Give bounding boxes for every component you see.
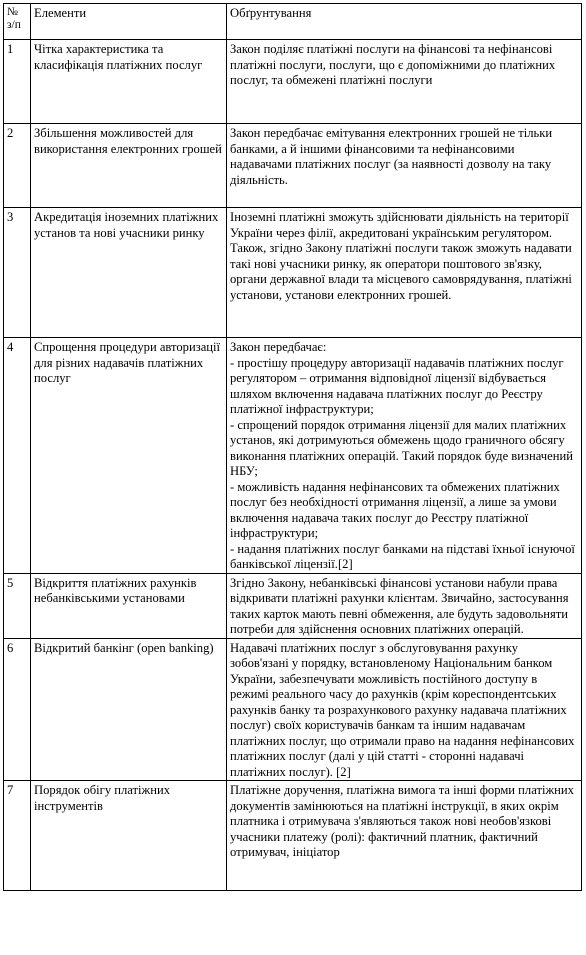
row-element: Спрощення процедури авторизації для різних надавачів платіжних послуг	[31, 338, 227, 574]
row-number: 1	[4, 40, 31, 124]
row-justification: Згідно Закону, небанківські фінансові установи набули права відкривати платіжні рахунки клієнтам. Звичайно, застосування таких карток мають певні обмеження, але будуть задовольняти потреби для здійснення основних платіжних операцій.	[227, 573, 582, 638]
row-element: Порядок обігу платіжних інструментів	[31, 781, 227, 891]
row-element: Відкритий банкінг (open banking)	[31, 638, 227, 781]
header-justification: Обґрунтування	[227, 4, 582, 40]
row-justification: Надавачі платіжних послуг з обслуговування рахунку зобов'язані у порядку, встановленому Національним банком України, забезпечувати можливість постійного доступу в режимі реального часу до рахунків (крім кореспондентських рахунків банку та розрахункового рахунку надавача платіжних послуг) своїх користувачів банкам та іншим надавачам платіжних послуг, що отримали право на надання нефінансових платіжних послуг (далі у цій статті - сторонні надавачі платіжних послуг). [2]	[227, 638, 582, 781]
header-elements: Елементи	[31, 4, 227, 40]
row-justification: Закон поділяє платіжні послуги на фінансові та нефінансові платіжні послуги, послуги, що є допоміжними до платіжних послуг, та обмежені платіжні послуги	[227, 40, 582, 124]
table-row	[4, 573, 582, 638]
table-row	[4, 781, 582, 891]
row-element: Відкриття платіжних рахунків небанківськими установами	[31, 573, 227, 638]
comparison-table	[3, 3, 582, 891]
table-row	[4, 40, 582, 124]
table-row	[4, 124, 582, 208]
row-number: 3	[4, 208, 31, 338]
table-row	[4, 338, 582, 574]
row-number: 5	[4, 573, 31, 638]
table-row	[4, 638, 582, 781]
justification-line: - надання платіжних послуг банками на підставі їхньої існуючої банківської ліцензії.[2]	[230, 541, 575, 571]
table-header-row	[4, 4, 582, 40]
row-element: Акредитація іноземних платіжних установ та нові учасники ринку	[31, 208, 227, 338]
header-number: № з/п	[4, 4, 31, 40]
row-justification	[227, 338, 582, 574]
justification-line: Закон передбачає:	[230, 340, 327, 354]
table-row	[4, 208, 582, 338]
justification-line: - можливість надання нефінансових та обмежених платіжних послуг без необхідності отримання ліцензії, а лише за умови включення надавача таких послуг до Реєстру платіжної інфраструктури;	[230, 479, 560, 540]
row-number: 4	[4, 338, 31, 574]
row-number: 7	[4, 781, 31, 891]
row-justification: Іноземні платіжні зможуть здійснювати діяльність на території України через філії, акредитовані українським регулятором. Також, згідно Закону платіжні послуги також зможуть надавати такі нові учасники ринку, як оператори поштового зв'язку, органи державної влади та місцевого самоврядування, платіжні установи, установи електронних грошей.	[227, 208, 582, 338]
row-element: Збільшення можливостей для використання електронних грошей	[31, 124, 227, 208]
row-justification: Платіжне доручення, платіжна вимога та інші форми платіжних документів замінюються на платіжні інструкції, в яких окрім платника і отримувача з'являються також нові необов'язкові учасники платежу (ролі): фактичний платник, фактичний отримувач, ініціатор	[227, 781, 582, 891]
row-number: 6	[4, 638, 31, 781]
row-justification: Закон передбачає емітування електронних грошей не тільки банками, а й іншими фінансовими та нефінансовими надавачами платіжних послуг (за наявності дозволу на таку діяльність.	[227, 124, 582, 208]
row-number: 2	[4, 124, 31, 208]
justification-line: - спрощений порядок отримання ліцензії для малих платіжних установ, які дотримуються обмежень щодо граничного обсягу виконання платіжних операцій. Такий порядок буде визначений НБУ;	[230, 417, 573, 478]
justification-line: - простішу процедуру авторизації надавачів платіжних послуг регулятором – отримання відповідної ліцензії відбувається шляхом включення надавача платіжних послуг до Реєстру платіжної інфраструктури;	[230, 355, 564, 416]
row-element: Чітка характеристика та класифікація платіжних послуг	[31, 40, 227, 124]
